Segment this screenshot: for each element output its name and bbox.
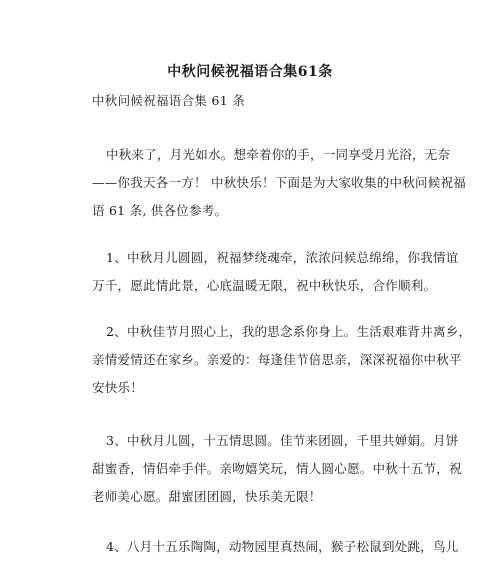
greeting-line: 老师美心愿。甜蜜团团圆，快乐美无限！ [92,489,322,504]
greeting-item-4 [92,533,459,561]
document-subtitle: 中秋问候祝福语合集 61 条 [92,93,246,108]
greeting-line: 亲情爱情还在家乡。亲爱的：每逢佳节倍思亲，深深祝福你中秋平 [92,352,462,367]
greeting-line: 2、中秋佳节月照心上，我的思念系你身上。生活艰难背井离乡， [106,324,472,339]
greeting-item-3 [92,427,462,511]
document-title: 中秋问候祝福语合集61条 [167,64,333,80]
greeting-line: 4、八月十五乐陶陶，动物园里真热闹，猴子松鼠到处跳，鸟儿 [106,539,459,554]
greeting-item-1 [92,244,459,300]
intro-paragraph [92,141,466,225]
intro-line: ——你我天各一方！ 中秋快乐！下面是为大家收集的中秋问候祝福 [92,175,466,190]
greeting-line: 万千，愿此情此景，心底温暖无限，祝中秋快乐，合作顺利。 [92,278,437,293]
greeting-line: 安快乐！ [92,380,144,395]
intro-line: 语 61 条, 供各位参考。 [92,203,228,218]
greeting-line: 3、中秋月儿圆，十五情思圆。佳节来团圆，千里共婵娟。月饼 [106,433,459,448]
intro-line: 中秋来了，月光如水。想牵着你的手，一同享受月光浴，无奈 [106,147,451,162]
greeting-line: 甜蜜香，情侣牵手伴。亲吻嬉笑玩，情人圆心愿。中秋十五节，祝 [92,461,462,476]
greeting-line: 1、中秋月儿圆圆，祝福梦绕魂牵，浓浓问候总绵绵，你我情谊 [106,250,459,265]
greeting-item-2 [92,318,472,402]
